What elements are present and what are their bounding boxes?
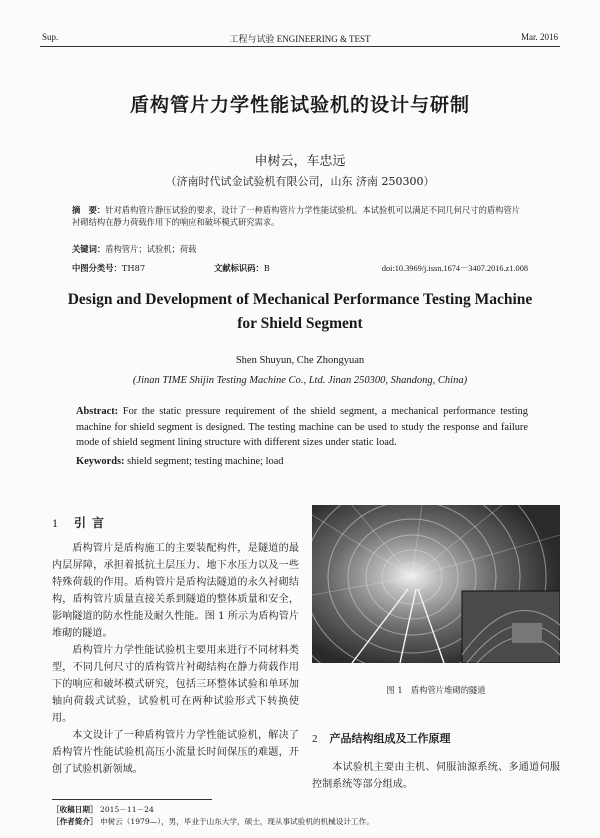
affiliation-english: (Jinan TIME Shijin Testing Machine Co., Ltd. Jinan 250300, Shandong, China) (132, 375, 468, 386)
section-2-heading (312, 730, 451, 746)
abstract-chinese (72, 204, 528, 228)
running-header-left: Sup. (42, 32, 59, 42)
abstract-english (76, 404, 528, 451)
section-2-body (312, 759, 560, 793)
doi: doi:10.3969/j.issn.1674－3407.2016.z1.008 (381, 264, 528, 273)
figure-1-caption: 图 1 盾构管片堆砌的隧道 (386, 685, 486, 695)
abstract-chinese-label: 摘 要： (72, 205, 106, 215)
received-date: 2015－11－24 (99, 805, 154, 814)
abstract-english-text: For the static pressure requirement of the shield segment, a mechanical performance testing machine for shield segment is designed. The testing machine can be used to study the response and failure mode of shield segment lining structure with different sizes under static load. (76, 406, 528, 448)
keywords-english (76, 456, 528, 467)
authors-chinese: 申树云，车忠远 (254, 154, 346, 169)
section-1-body (52, 540, 299, 778)
running-header-journal: 工程与试验 ENGINEERING & TEST (229, 34, 371, 44)
footnote-received (52, 804, 154, 815)
authors-english: Shen Shuyun, Che Zhongyuan (235, 355, 365, 366)
keywords-chinese-text: 盾构管片；试验机；荷载 (105, 244, 197, 254)
figure-1-tunnel-photo (312, 505, 560, 663)
header-rule (40, 46, 560, 47)
keywords-english-label: Keywords: (76, 456, 125, 467)
keywords-english-text: shield segment; testing machine; load (127, 456, 284, 467)
document-code (214, 262, 270, 274)
section-1-title: 引言 (74, 516, 111, 530)
running-header-date: Mar. 2016 (521, 32, 558, 42)
document-code-value: B (263, 263, 270, 273)
section-2-title: 产品结构组成及工作原理 (329, 732, 451, 745)
author-bio-label: ［作者简介］ (52, 817, 98, 826)
document-code-label: 文献标识码： (214, 263, 264, 273)
clc-label: 中图分类号： (72, 263, 122, 273)
abstract-chinese-text: 针对盾构管片静压试验的要求，设计了一种盾构管片力学性能试验机。本试验机可以满足不同几何尺寸的盾构管片衬砌结构在静力荷载作用下的响应和破坏模式研究需求。 (72, 205, 521, 227)
section-1-heading (52, 514, 110, 531)
footnote-rule (52, 799, 212, 800)
clc-value: TH87 (121, 263, 146, 273)
title-chinese: 盾构管片力学性能试验机的设计与研制 (129, 94, 470, 116)
tunnel-photo-illustration (312, 505, 560, 663)
received-label: ［收稿日期］ (52, 805, 98, 814)
keywords-chinese (72, 243, 528, 255)
paragraph: 本文设计了一种盾构管片力学性能试验机，解决了盾构管片性能试验机高压小流量长时间保压的难题，开创了试验机新领域。 (52, 730, 299, 775)
section-1-number: 1 (52, 516, 58, 530)
affiliation-chinese: （济南时代试金试验机有限公司，山东 济南 250300） (165, 175, 435, 188)
author-bio-text: 申树云（1979—），男，毕业于山东大学，硕士，现从事试验机的机械设计工作。 (99, 817, 374, 826)
keywords-chinese-label: 关键词： (72, 244, 106, 254)
paragraph: 盾构管片是盾构施工的主要装配构件，是隧道的最内层屏障，承担着抵抗土层压力、地下水压力以及一些特殊荷载的作用。盾构管片是盾构法隧道的永久衬砌结构，盾构管片质量直接关系到隧道的整体质量和安全，影响隧道的防水性能及耐久性能。图 1 所示为盾构管片堆砌的隧道。 (52, 543, 299, 639)
footnote-author-bio (52, 816, 374, 827)
section-2-number: 2 (312, 733, 318, 745)
paragraph: 本试验机主要由主机、伺服油源系统、多通道伺服控制系统等部分组成。 (312, 762, 560, 790)
paragraph: 盾构管片力学性能试验机主要用来进行不同材料类型，不同几何尺寸的盾构管片衬砌结构在静力荷载作用下的响应和破坏模式研究，包括三环整体试验和单环加轴向荷载式试验，试验机可在两种试验形式下转换使用。 (52, 645, 299, 724)
title-english: Design and Development of Mechanical Performance Testing Machine for Shield Segment (67, 291, 533, 332)
clc-number (72, 262, 145, 274)
abstract-english-label: Abstract: (76, 406, 119, 417)
